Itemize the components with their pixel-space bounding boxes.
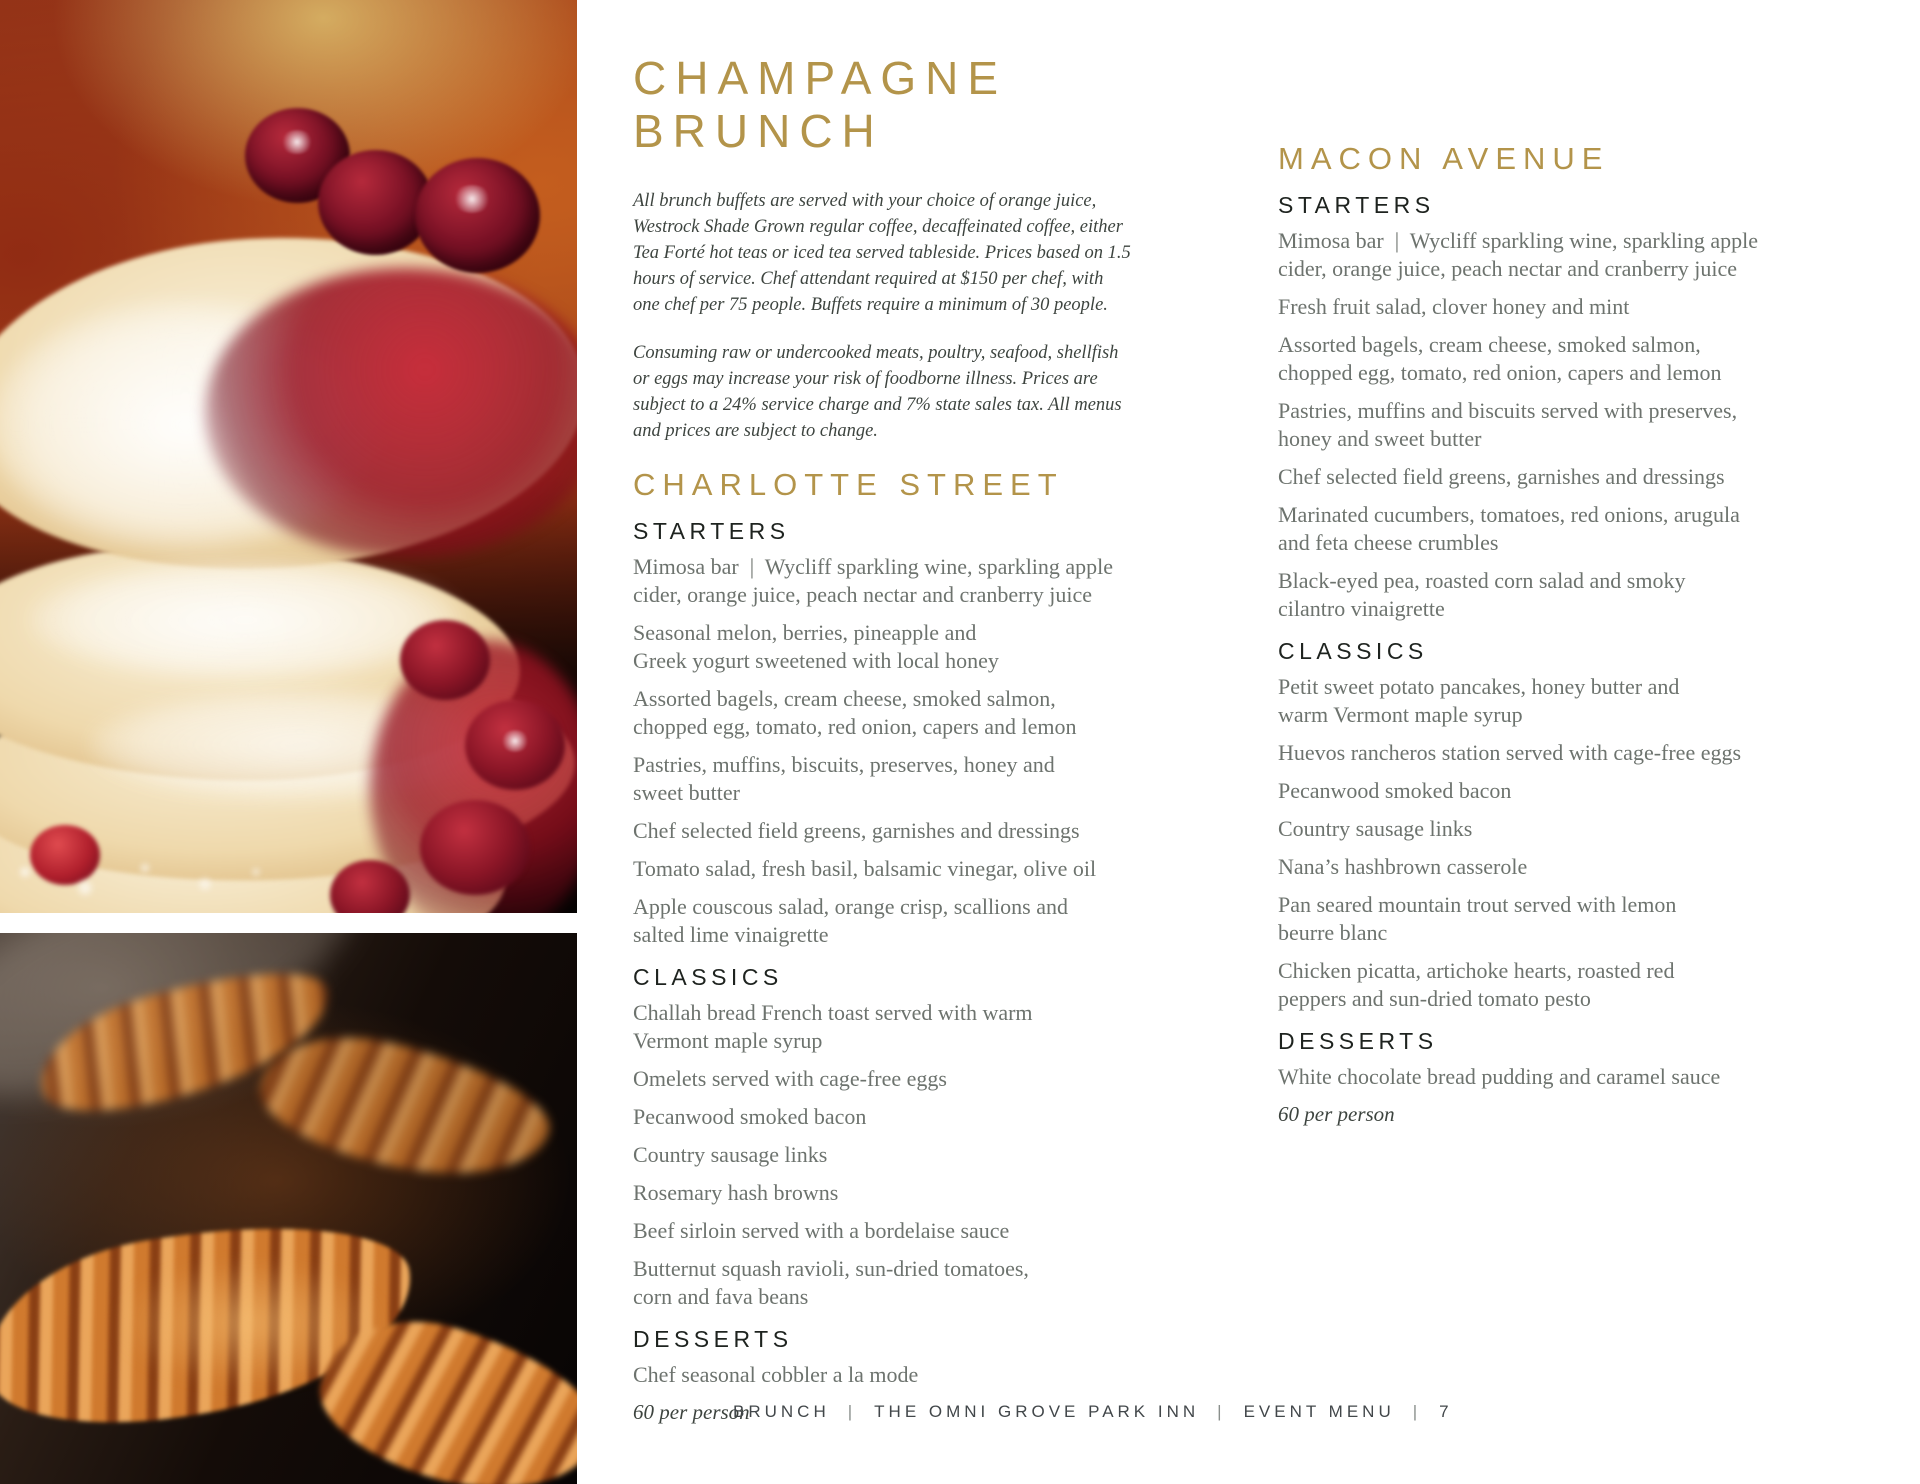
- menu-item: [633, 1255, 1278, 1311]
- menu-item: [1278, 853, 1918, 881]
- menu-item: [633, 1141, 1278, 1169]
- section-heading: CLASSICS: [633, 963, 783, 990]
- berry-art: [400, 620, 490, 700]
- footer-segment: EVENT MENU: [1243, 1402, 1395, 1421]
- menu-item: [1278, 331, 1918, 387]
- menu-item: [1278, 397, 1918, 453]
- menu-item-line: Butternut squash ravioli, sun-dried tomatoes,: [633, 1255, 1029, 1281]
- menu-item-line: chopped egg, tomato, red onion, capers and lemon: [633, 713, 1077, 739]
- menu-item: [1278, 463, 1918, 491]
- price-note: 60 per person: [633, 1399, 750, 1424]
- menu-item-line: chopped egg, tomato, red onion, capers and lemon: [1278, 360, 1722, 385]
- bacon-strip-art: [250, 1015, 560, 1202]
- menu-item-line: Chef selected field greens, garnishes and dressings: [633, 817, 1080, 843]
- intro-line: one chef per 75 people. Buffets require a minimum of 30 people.: [633, 294, 1108, 315]
- menu-item: [1278, 227, 1918, 283]
- intro: [633, 188, 1278, 444]
- charlotte-street-menu: [633, 466, 1278, 1425]
- menu-item-line: Assorted bagels, cream cheese, smoked salmon,: [1278, 332, 1701, 357]
- menu-item-line: peppers and sun-dried tomato pesto: [1278, 986, 1591, 1011]
- menu-item-line: Rosemary hash browns: [633, 1179, 839, 1205]
- menu-item-line: Mimosa bar | Wycliff sparkling wine, sparkling apple: [633, 553, 1114, 579]
- intro-line: hours of service. Chef attendant required at $150 per chef, with: [633, 268, 1104, 289]
- section-heading: STARTERS: [1278, 192, 1435, 218]
- intro-line: or eggs may increase your risk of foodborne illness. Prices are: [633, 368, 1098, 389]
- menu-item: [1278, 1063, 1918, 1091]
- powdered-sugar-art: [30, 560, 460, 680]
- berry-art: [420, 800, 530, 895]
- footer-segment: BRUNCH: [733, 1402, 830, 1421]
- footer: [733, 1402, 1453, 1422]
- highlight-art: [280, 130, 314, 154]
- menu-item-line: Tomato salad, fresh basil, balsamic vinegar, olive oil: [633, 855, 1097, 881]
- menu-item: [1278, 815, 1918, 843]
- highlight-art: [500, 730, 530, 752]
- menu-item: [633, 817, 1278, 845]
- highlight-art: [452, 185, 492, 213]
- pancakes-photo: [0, 0, 577, 913]
- menu-item-line: warm Vermont maple syrup: [1278, 702, 1523, 727]
- menu-item: [1278, 739, 1918, 767]
- footer-separator: |: [1412, 1402, 1422, 1421]
- menu-item-line: Assorted bagels, cream cheese, smoked salmon,: [633, 685, 1056, 711]
- menu-item-line: Beef sirloin served with a bordelaise sauce: [633, 1217, 1010, 1243]
- cherry-art: [415, 158, 540, 273]
- bacon-photo: [0, 933, 577, 1484]
- menu-item-line: Chef seasonal cobbler a la mode: [633, 1361, 919, 1387]
- menu-item-line: Nana’s hashbrown casserole: [1278, 854, 1528, 879]
- menu-item: [1278, 673, 1918, 729]
- section-heading: DESSERTS: [1278, 1028, 1438, 1054]
- menu-item-line: salted lime vinaigrette: [633, 921, 829, 947]
- menu-item-line: Country sausage links: [633, 1141, 828, 1167]
- menu-title: CHARLOTTE STREET: [633, 466, 1064, 502]
- menu-item-line: Vermont maple syrup: [633, 1027, 823, 1053]
- menu-item: [633, 855, 1278, 883]
- menu-item: [633, 751, 1278, 807]
- menu-item: [633, 685, 1278, 741]
- menu-item: [1278, 567, 1918, 623]
- bacon-highlight-art: [120, 1263, 380, 1383]
- menu-item: [633, 893, 1278, 949]
- menu-item-line: Petit sweet potato pancakes, honey butter and: [1278, 674, 1680, 699]
- intro-line: and prices are subject to change.: [633, 420, 878, 441]
- menu-item-line: Omelets served with cage-free eggs: [633, 1065, 947, 1091]
- menu-item-line: corn and fava beans: [633, 1283, 809, 1309]
- menu-item: [1278, 891, 1918, 947]
- menu-item-line: Chef selected field greens, garnishes and dressings: [1278, 464, 1725, 489]
- menu-item-line: cider, orange juice, peach nectar and cranberry juice: [633, 581, 1093, 607]
- intro-paragraph: [633, 340, 1278, 444]
- footer-segment: 7: [1439, 1402, 1453, 1421]
- menu-item: [633, 1179, 1278, 1207]
- menu-title: MACON AVENUE: [1278, 141, 1610, 176]
- menu-item: [633, 553, 1278, 609]
- menu-item: [1278, 501, 1918, 557]
- menu-item: [633, 1361, 1278, 1389]
- menu-item-line: Marinated cucumbers, tomatoes, red onions, arugula: [1278, 502, 1740, 527]
- menu-item-line: beurre blanc: [1278, 920, 1388, 945]
- menu-item-line: Country sausage links: [1278, 816, 1473, 841]
- menu-item: [633, 1217, 1278, 1245]
- menu-item-line: Apple couscous salad, orange crisp, scallions and: [633, 893, 1068, 919]
- menu-item-line: Mimosa bar | Wycliff sparkling wine, sparkling apple: [1278, 228, 1759, 253]
- price-note: 60 per person: [1278, 1102, 1395, 1126]
- menu-item-line: Pastries, muffins, biscuits, preserves, honey and: [633, 751, 1055, 777]
- menu-item-line: Pecanwood smoked bacon: [1278, 778, 1512, 803]
- menu-item: [1278, 957, 1918, 1013]
- sugar-sparkle-art: [0, 840, 280, 913]
- section-heading: STARTERS: [633, 517, 790, 544]
- menu-item-line: Seasonal melon, berries, pineapple and: [633, 619, 977, 645]
- intro-line: Westrock Shade Grown regular coffee, decaffeinated coffee, either: [633, 216, 1123, 237]
- intro-line: Consuming raw or undercooked meats, poultry, seafood, shellfish: [633, 342, 1119, 363]
- menu-item-line: cider, orange juice, peach nectar and cranberry juice: [1278, 256, 1738, 281]
- left-text-column: [633, 0, 1278, 1425]
- menu-item-line: honey and sweet butter: [1278, 426, 1482, 451]
- menu-item-line: and feta cheese crumbles: [1278, 530, 1499, 555]
- menu-item-line: sweet butter: [633, 779, 740, 805]
- menu-item-line: Pastries, muffins and biscuits served with preserves,: [1278, 398, 1738, 423]
- intro-line: All brunch buffets are served with your choice of orange juice,: [633, 190, 1097, 211]
- menu-item-line: Chicken picatta, artichoke hearts, roasted red: [1278, 958, 1675, 983]
- intro-paragraph: [633, 188, 1278, 318]
- menu-item: [633, 999, 1278, 1055]
- menu-item: [633, 1065, 1278, 1093]
- menu-item-line: Pan seared mountain trout served with lemon: [1278, 892, 1677, 917]
- footer-separator: |: [847, 1402, 857, 1421]
- menu-item-line: Black-eyed pea, roasted corn salad and smoky: [1278, 568, 1686, 593]
- macon-avenue-menu: [1278, 140, 1918, 1127]
- footer-separator: |: [1217, 1402, 1226, 1421]
- page-title: CHAMPAGNE BRUNCH: [633, 52, 1008, 157]
- section-heading: DESSERTS: [633, 1325, 793, 1352]
- intro-line: Tea Forté hot teas or iced tea served tableside. Prices based on 1.5: [633, 242, 1131, 263]
- menu-item: [1278, 777, 1918, 805]
- menu-item-line: White chocolate bread pudding and caramel sauce: [1278, 1064, 1721, 1089]
- menu-item-line: cilantro vinaigrette: [1278, 596, 1445, 621]
- footer-segment: THE OMNI GROVE PARK INN: [874, 1402, 1200, 1421]
- section-heading: CLASSICS: [1278, 638, 1428, 664]
- intro-line: subject to a 24% service charge and 7% state sales tax. All menus: [633, 394, 1122, 415]
- menu-item-line: Huevos rancheros station served with cage-free eggs: [1278, 740, 1742, 765]
- menu-item-line: Challah bread French toast served with warm: [633, 999, 1033, 1025]
- menu-item: [633, 1103, 1278, 1131]
- menu-item-line: Pecanwood smoked bacon: [633, 1103, 867, 1129]
- menu-item-line: Greek yogurt sweetened with local honey: [633, 647, 999, 673]
- menu-item-line: Fresh fruit salad, clover honey and mint: [1278, 294, 1630, 319]
- menu-item: [633, 619, 1278, 675]
- menu-item: [1278, 293, 1918, 321]
